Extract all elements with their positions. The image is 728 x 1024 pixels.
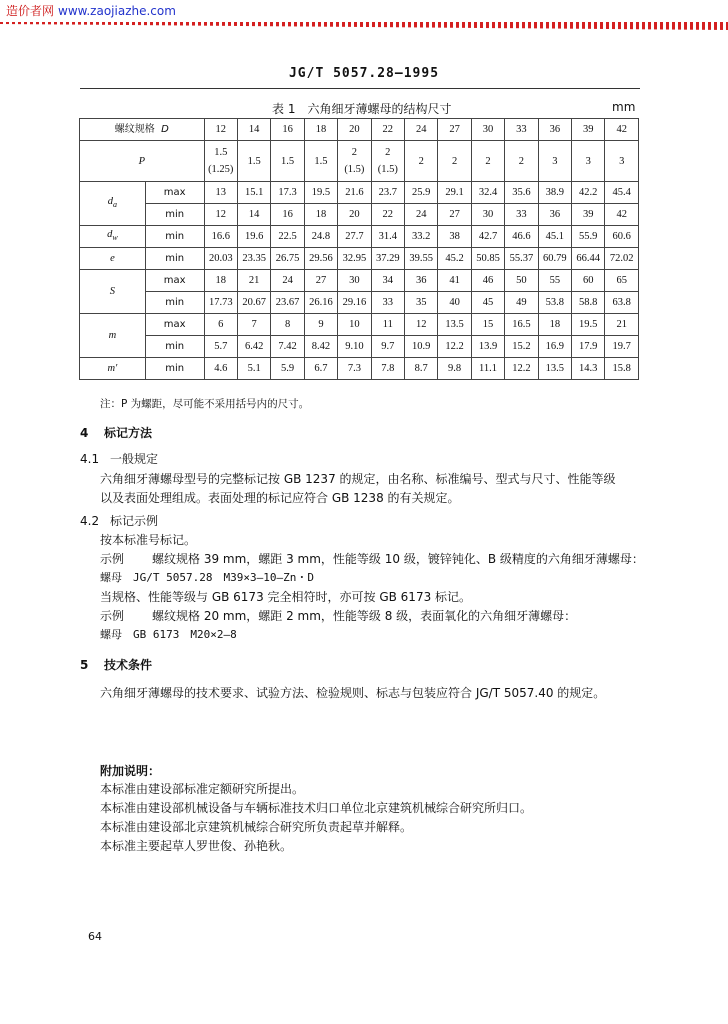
table-cell: 33: [505, 204, 538, 226]
example-2: [100, 607, 576, 624]
table-row: [80, 358, 639, 380]
table-cell: 32.95: [338, 248, 371, 270]
table-cell: 7: [237, 314, 270, 336]
example-label: 示例: [100, 552, 125, 566]
table-cell: 9.7: [371, 336, 404, 358]
section-5-heading: [80, 656, 152, 673]
table-cell: 22.5: [271, 226, 304, 248]
section-title: 技术条件: [104, 658, 153, 672]
table-cell: 26.75: [271, 248, 304, 270]
table-cell: 24: [404, 204, 437, 226]
table-cell: 21.6: [338, 182, 371, 204]
table-cell: 10: [338, 314, 371, 336]
table-row: [80, 336, 639, 358]
table-cell: 17.73: [204, 292, 237, 314]
table-cell: 5.1: [237, 358, 270, 380]
pitch-cell: 1.5: [237, 141, 270, 182]
section-number: 4: [80, 426, 89, 440]
example-label: 示例: [100, 609, 125, 623]
table-cell: 6: [204, 314, 237, 336]
pitch-cell: 3: [605, 141, 639, 182]
table-cell: 16: [271, 204, 304, 226]
row-kind: max: [145, 314, 204, 336]
row-kind: min: [145, 248, 204, 270]
table-cell: 46: [471, 270, 504, 292]
table-cell: 16.6: [204, 226, 237, 248]
table-cell: 39: [572, 204, 605, 226]
pitch-cell: 3: [572, 141, 605, 182]
table-cell: 10.9: [404, 336, 437, 358]
table-cell: 19.5: [572, 314, 605, 336]
size-cell: 27: [438, 119, 471, 141]
standard-number: JG/T 5057.28—1995: [288, 66, 440, 81]
table-cell: 37.29: [371, 248, 404, 270]
table-cell: 55: [538, 270, 571, 292]
table-cell: 39.55: [404, 248, 437, 270]
table-cell: 15.8: [605, 358, 639, 380]
site-watermark: [0, 0, 728, 22]
table-row: [80, 270, 639, 292]
appendix-line: 本标准由建设部北京建筑机械综合研究所负责起草并解释。: [100, 820, 413, 834]
example-note: 当规格、性能等级与 GB 6173 完全相符时，亦可按 GB 6173 标记。: [100, 590, 472, 604]
size-cell: 36: [538, 119, 571, 141]
table-cell: 15: [471, 314, 504, 336]
table-cell: 14: [237, 204, 270, 226]
table-cell: 19.6: [237, 226, 270, 248]
table-cell: 50.85: [471, 248, 504, 270]
table-note: 注：P 为螺距，尽可能不采用括号内的尺寸。: [100, 398, 310, 410]
pitch-cell: 2: [505, 141, 538, 182]
table-cell: 72.02: [605, 248, 639, 270]
size-cell: 33: [505, 119, 538, 141]
table-cell: 5.9: [271, 358, 304, 380]
table-cell: 66.44: [572, 248, 605, 270]
table-cell: 42: [605, 204, 639, 226]
table-cell: 65: [605, 270, 639, 292]
table-cell: 14.3: [572, 358, 605, 380]
table-cell: 22: [371, 204, 404, 226]
table-cell: 4.6: [204, 358, 237, 380]
size-cell: 20: [338, 119, 371, 141]
pitch-cell: 2: [438, 141, 471, 182]
pitch-cell: 1.5: [271, 141, 304, 182]
table-cell: 9.8: [438, 358, 471, 380]
table-cell: 46.6: [505, 226, 538, 248]
table-cell: 27: [304, 270, 337, 292]
table-cell: 55.37: [505, 248, 538, 270]
example-text: 螺纹规格 20 mm，螺距 2 mm，性能等级 8 级，表面氧化的六角细牙薄螺母：: [152, 609, 577, 623]
watermark-divider: [0, 22, 728, 30]
table-cell: 29.56: [304, 248, 337, 270]
page-number: 64: [88, 930, 102, 943]
table-cell: 33: [371, 292, 404, 314]
table-cell: 25.9: [404, 182, 437, 204]
table-cell: 60.79: [538, 248, 571, 270]
subsection-number: 4.1: [80, 452, 100, 466]
table-cell: 19.7: [605, 336, 639, 358]
table-cell: 40: [438, 292, 471, 314]
size-cell: 22: [371, 119, 404, 141]
table-cell: 35: [404, 292, 437, 314]
example-1-marking: 螺母 JG/T 5057.28 M39×3—10—Zn・D: [100, 571, 314, 584]
row-kind: max: [145, 270, 204, 292]
subsection-title: 一般规定: [110, 452, 159, 466]
table-header-row: [80, 119, 639, 141]
table-cell: 18: [304, 204, 337, 226]
table-cell: 20.03: [204, 248, 237, 270]
table-unit: mm: [612, 100, 636, 114]
table-cell: 16.5: [505, 314, 538, 336]
table-cell: 11.1: [471, 358, 504, 380]
table-cell: 11: [371, 314, 404, 336]
site-url[interactable]: www.zaojiazhe.com: [58, 4, 176, 18]
table-cell: 50: [505, 270, 538, 292]
table-cell: 45.2: [438, 248, 471, 270]
table-cell: 45.1: [538, 226, 571, 248]
dimension-table: [79, 118, 639, 380]
table-cell: 38.9: [538, 182, 571, 204]
table-cell: 24.8: [304, 226, 337, 248]
table-cell: 30: [471, 204, 504, 226]
site-name: 造价者网: [6, 4, 55, 18]
table-cell: 20: [338, 204, 371, 226]
row-kind: max: [145, 182, 204, 204]
table-cell: 34: [371, 270, 404, 292]
table-cell: 13.9: [471, 336, 504, 358]
marking-intro: 按本标准号标记。: [100, 533, 197, 547]
table-cell: 17.9: [572, 336, 605, 358]
table-cell: 6.42: [237, 336, 270, 358]
example-2-marking: 螺母 GB 6173 M20×2—8: [100, 628, 237, 641]
table-cell: 42.2: [572, 182, 605, 204]
table-row: [80, 292, 639, 314]
size-cell: 14: [237, 119, 270, 141]
size-cell: 16: [271, 119, 304, 141]
row-symbol: S: [80, 270, 146, 314]
size-cell: 24: [404, 119, 437, 141]
size-cell: 12: [204, 119, 237, 141]
appendix-line: 本标准由建设部机械设备与车辆标准技术归口单位北京建筑机械综合研究所归口。: [100, 801, 533, 815]
table-cell: 20.67: [237, 292, 270, 314]
row-symbol: $d_a$: [80, 182, 146, 226]
table-cell: 45: [471, 292, 504, 314]
table-cell: 24: [271, 270, 304, 292]
table-cell: 6.7: [304, 358, 337, 380]
table-cell: 12.2: [438, 336, 471, 358]
pitch-cell: 2: [404, 141, 437, 182]
pitch-symbol: P: [80, 141, 205, 182]
pitch-cell: 2: [471, 141, 504, 182]
table-cell: 27: [438, 204, 471, 226]
table-cell: 31.4: [371, 226, 404, 248]
row-symbol: m: [80, 314, 146, 358]
table-cell: 27.7: [338, 226, 371, 248]
subsection-title: 标记示例: [110, 514, 159, 528]
table-cell: 8.7: [404, 358, 437, 380]
table-cell: 15.1: [237, 182, 270, 204]
row-symbol: $d_w$: [80, 226, 146, 248]
pitch-row: [80, 141, 639, 182]
table-row: [80, 226, 639, 248]
table-cell: 18: [204, 270, 237, 292]
table-cell: 30: [338, 270, 371, 292]
table-cell: 5.7: [204, 336, 237, 358]
table-cell: 29.1: [438, 182, 471, 204]
table-cell: 17.3: [271, 182, 304, 204]
row-kind: min: [145, 336, 204, 358]
row-symbol: m′: [80, 358, 146, 380]
section-title: 标记方法: [104, 426, 153, 440]
table-cell: 45.4: [605, 182, 639, 204]
table-title: 表 1 六角细牙薄螺母的结构尺寸: [272, 102, 452, 116]
table-cell: 35.6: [505, 182, 538, 204]
table-cell: 41: [438, 270, 471, 292]
table-cell: 38: [438, 226, 471, 248]
table-cell: 9.10: [338, 336, 371, 358]
pitch-cell: 3: [538, 141, 571, 182]
table-cell: 23.35: [237, 248, 270, 270]
section-5-text: 六角细牙薄螺母的技术要求、试验方法、检验规则、标志与包装应符合 JG/T 5057.40 的规定。: [100, 686, 606, 700]
table-cell: 26.16: [304, 292, 337, 314]
table-row: [80, 182, 639, 204]
section-number: 5: [80, 658, 89, 672]
table-cell: 7.8: [371, 358, 404, 380]
row-kind: min: [145, 204, 204, 226]
table-cell: 13: [204, 182, 237, 204]
size-cell: 30: [471, 119, 504, 141]
table-cell: 7.42: [271, 336, 304, 358]
table-cell: 8.42: [304, 336, 337, 358]
example-text: 螺纹规格 39 mm，螺距 3 mm，性能等级 10 级，镀锌钝化、B 级精度的六角细牙薄螺母：: [152, 552, 644, 566]
row-symbol: e: [80, 248, 146, 270]
table-cell: 42.7: [471, 226, 504, 248]
table-cell: 63.8: [605, 292, 639, 314]
table-cell: 33.2: [404, 226, 437, 248]
row-kind: min: [145, 226, 204, 248]
table-cell: 13.5: [538, 358, 571, 380]
header-rule: [80, 88, 640, 89]
table-cell: 19.5: [304, 182, 337, 204]
appendix-line: 本标准由建设部标准定额研究所提出。: [100, 782, 305, 796]
subsection-number: 4.2: [80, 514, 100, 528]
table-cell: 8: [271, 314, 304, 336]
table-cell: 15.2: [505, 336, 538, 358]
appendix-title: 附加说明：: [100, 764, 161, 778]
pitch-cell: 1.5: [304, 141, 337, 182]
table-row: [80, 248, 639, 270]
table-cell: 53.8: [538, 292, 571, 314]
table-cell: 58.8: [572, 292, 605, 314]
table-row: [80, 314, 639, 336]
table-cell: 9: [304, 314, 337, 336]
table-cell: 36: [538, 204, 571, 226]
subsection-4-2-heading: [80, 512, 158, 529]
table-cell: 49: [505, 292, 538, 314]
header-cell: [80, 119, 205, 141]
table-body: [80, 182, 639, 380]
size-cell: 39: [572, 119, 605, 141]
table-cell: 18: [538, 314, 571, 336]
table-cell: 32.4: [471, 182, 504, 204]
table-cell: 23.7: [371, 182, 404, 204]
pitch-cell: 2 (1.5): [338, 141, 371, 182]
section-4-heading: [80, 424, 152, 441]
row-kind: min: [145, 292, 204, 314]
pitch-cell: 2 (1.5): [371, 141, 404, 182]
table-cell: 60: [572, 270, 605, 292]
table-cell: 13.5: [438, 314, 471, 336]
header-label: 螺纹规格: [114, 124, 155, 135]
table-cell: 21: [237, 270, 270, 292]
row-kind: min: [145, 358, 204, 380]
table-row: [80, 204, 639, 226]
subsection-4-1-heading: [80, 450, 158, 467]
table-cell: 12: [204, 204, 237, 226]
header-symbol: D: [161, 124, 169, 135]
appendix-line: 本标准主要起草人罗世俊、孙艳秋。: [100, 839, 293, 853]
table-cell: 60.6: [605, 226, 639, 248]
table-cell: 36: [404, 270, 437, 292]
size-cell: 42: [605, 119, 639, 141]
subsection-4-1-text: 六角细牙薄螺母型号的完整标记按 GB 1237 的规定，由名称、标准编号、型式与尺寸、性能等级以及表面处理组成。表面处理的标记应符合 GB 1238 的有关规定。: [100, 472, 616, 505]
table-cell: 23.67: [271, 292, 304, 314]
table-cell: 29.16: [338, 292, 371, 314]
table-cell: 21: [605, 314, 639, 336]
table-cell: 12.2: [505, 358, 538, 380]
pitch-cell: 1.5 (1.25): [204, 141, 237, 182]
size-cell: 18: [304, 119, 337, 141]
table-cell: 7.3: [338, 358, 371, 380]
example-1: [100, 550, 644, 567]
table-cell: 16.9: [538, 336, 571, 358]
table-cell: 55.9: [572, 226, 605, 248]
table-cell: 12: [404, 314, 437, 336]
